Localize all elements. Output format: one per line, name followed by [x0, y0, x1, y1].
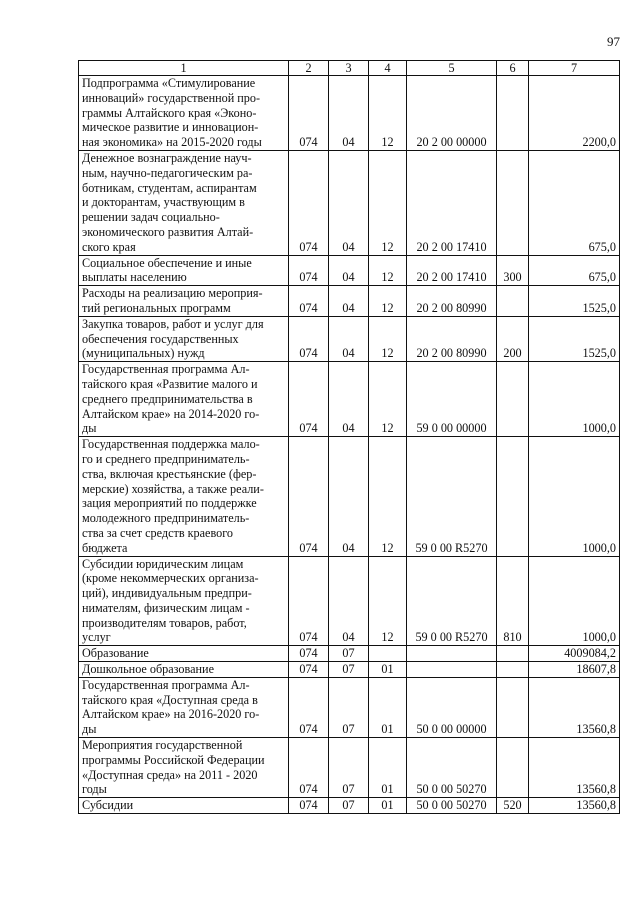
item-name-line: ная экономика» на 2015-2020 годы [82, 135, 262, 150]
item-name-line: Алтайском крае» на 2014-2020 го- [82, 406, 260, 421]
item-name-line: решении задач социально- [82, 210, 220, 225]
cell-subsection-code: 01 [369, 662, 407, 678]
cell-section-code: 04 [329, 556, 369, 646]
cell-amount: 2200,0 [529, 76, 620, 151]
item-name-line: молодежного предприниматель- [82, 511, 250, 526]
table-row [79, 437, 620, 556]
cell-subsection-code: 12 [369, 316, 407, 361]
cell-subsection-code: 12 [369, 362, 407, 437]
item-name-line: ций), индивидуальным предпри- [82, 586, 252, 601]
cell-ministry-code: 074 [289, 556, 329, 646]
cell-amount: 13560,8 [529, 798, 620, 814]
item-name-line: годы [82, 782, 107, 797]
item-name-line: тий региональных программ [82, 300, 231, 315]
table-row [79, 316, 620, 361]
cell-section-code: 07 [329, 798, 369, 814]
cell-ministry-code: 074 [289, 437, 329, 556]
table-row [79, 646, 620, 662]
cell-subsection-code: 12 [369, 150, 407, 255]
cell-subsection-code: 12 [369, 286, 407, 317]
item-name-line: Денежное вознаграждение науч- [82, 150, 252, 165]
item-name-line: тайского края «Доступная среда в [82, 692, 258, 707]
cell-ministry-code: 074 [289, 362, 329, 437]
cell-expense-type [497, 662, 529, 678]
cell-amount: 1525,0 [529, 286, 620, 317]
item-name-line: и докторантам, участвующим в [82, 195, 245, 210]
cell-item-name [79, 362, 289, 437]
item-name-line: Подпрограмма «Стимулирование [82, 76, 256, 90]
cell-expense-type [497, 646, 529, 662]
table-row [79, 76, 620, 151]
item-name-line: (муниципальных) нужд [82, 346, 205, 361]
cell-amount: 13560,8 [529, 738, 620, 798]
item-name-line: зация мероприятий по поддержке [82, 496, 257, 511]
table-row [79, 255, 620, 286]
cell-target-article: 20 2 00 17410 [407, 150, 497, 255]
cell-subsection-code: 12 [369, 437, 407, 556]
cell-target-article: 59 0 00 00000 [407, 362, 497, 437]
item-name-line: услуг [82, 630, 111, 645]
cell-expense-type [497, 677, 529, 737]
cell-ministry-code: 074 [289, 646, 329, 662]
cell-ministry-code: 074 [289, 76, 329, 151]
cell-subsection-code: 01 [369, 738, 407, 798]
cell-ministry-code: 074 [289, 150, 329, 255]
item-name-line: программы Российской Федерации [82, 752, 265, 767]
column-header-2: 2 [289, 61, 329, 76]
cell-expense-type [497, 286, 529, 317]
cell-section-code: 04 [329, 316, 369, 361]
cell-target-article: 20 2 00 00000 [407, 76, 497, 151]
cell-target-article: 59 0 00 R5270 [407, 556, 497, 646]
cell-expense-type: 300 [497, 255, 529, 286]
item-name-line: ства за счет средств краевого [82, 525, 234, 540]
cell-item-name [79, 76, 289, 151]
cell-subsection-code: 01 [369, 677, 407, 737]
cell-ministry-code: 074 [289, 286, 329, 317]
header-row [79, 61, 620, 76]
cell-expense-type: 810 [497, 556, 529, 646]
cell-amount: 1525,0 [529, 316, 620, 361]
item-name-line: Социальное обеспечение и иные [82, 255, 252, 270]
table-row [79, 662, 620, 678]
cell-section-code: 07 [329, 677, 369, 737]
item-name-line: Закупка товаров, работ и услуг для [82, 316, 264, 331]
cell-item-name [79, 646, 289, 662]
cell-section-code: 04 [329, 362, 369, 437]
cell-expense-type: 520 [497, 798, 529, 814]
cell-target-article: 50 0 00 50270 [407, 798, 497, 814]
cell-target-article: 50 0 00 50270 [407, 738, 497, 798]
budget-table [78, 60, 620, 814]
cell-expense-type: 200 [497, 316, 529, 361]
item-name-line: мическое развитие и инновацион- [82, 120, 259, 135]
cell-expense-type [497, 738, 529, 798]
cell-ministry-code: 074 [289, 798, 329, 814]
item-name-line: Дошкольное образование [82, 662, 214, 677]
cell-expense-type [497, 437, 529, 556]
cell-section-code: 07 [329, 662, 369, 678]
cell-amount: 1000,0 [529, 437, 620, 556]
cell-section-code: 04 [329, 437, 369, 556]
cell-item-name [79, 662, 289, 678]
cell-section-code: 04 [329, 286, 369, 317]
cell-item-name [79, 556, 289, 646]
column-header-4: 4 [369, 61, 407, 76]
table-row [79, 362, 620, 437]
item-name-line: ды [82, 722, 97, 737]
cell-item-name [79, 677, 289, 737]
cell-target-article: 50 0 00 00000 [407, 677, 497, 737]
cell-target-article [407, 646, 497, 662]
cell-item-name [79, 150, 289, 255]
cell-item-name [79, 316, 289, 361]
cell-target-article: 59 0 00 R5270 [407, 437, 497, 556]
cell-section-code: 07 [329, 646, 369, 662]
cell-amount: 675,0 [529, 255, 620, 286]
cell-target-article [407, 662, 497, 678]
item-name-line: ным, научно-педагогическим ра- [82, 165, 253, 180]
item-name-line: «Доступная среда» на 2011 - 2020 [82, 767, 258, 782]
column-header-7: 7 [529, 61, 620, 76]
table-row [79, 677, 620, 737]
cell-section-code: 04 [329, 76, 369, 151]
cell-amount: 13560,8 [529, 677, 620, 737]
cell-item-name [79, 798, 289, 814]
item-name-line: мерские) хозяйства, а также реали- [82, 481, 264, 496]
cell-item-name [79, 437, 289, 556]
cell-section-code: 04 [329, 150, 369, 255]
item-name-line: ства, включая крестьянские (фер- [82, 466, 257, 481]
item-name-line: Образование [82, 646, 149, 661]
item-name-line: тайского края «Развитие малого и [82, 376, 258, 391]
column-header-3: 3 [329, 61, 369, 76]
item-name-line: граммы Алтайского края «Эконо- [82, 105, 257, 120]
cell-expense-type [497, 76, 529, 151]
cell-section-code: 07 [329, 738, 369, 798]
cell-target-article: 20 2 00 17410 [407, 255, 497, 286]
item-name-line: Мероприятия государственной [82, 738, 243, 753]
cell-amount: 4009084,2 [529, 646, 620, 662]
cell-item-name [79, 286, 289, 317]
cell-subsection-code [369, 646, 407, 662]
table-row [79, 798, 620, 814]
cell-item-name [79, 255, 289, 286]
cell-ministry-code: 074 [289, 662, 329, 678]
item-name-line: инноваций» государственной про- [82, 90, 261, 105]
item-name-line: ботникам, студентам, аспирантам [82, 180, 257, 195]
item-name-line: Государственная программа Ал- [82, 362, 250, 377]
cell-target-article: 20 2 00 80990 [407, 316, 497, 361]
cell-expense-type [497, 150, 529, 255]
item-name-line: (кроме некоммерческих организа- [82, 571, 259, 586]
item-name-line: Государственная программа Ал- [82, 677, 250, 692]
cell-expense-type [497, 362, 529, 437]
cell-amount: 675,0 [529, 150, 620, 255]
column-header-5: 5 [407, 61, 497, 76]
item-name-line: Субсидии юридическим лицам [82, 556, 244, 571]
item-name-line: нимателям, физическим лицам - [82, 600, 250, 615]
item-name-line: Алтайском крае» на 2016-2020 го- [82, 707, 260, 722]
table-row [79, 150, 620, 255]
table-row [79, 556, 620, 646]
item-name-line: экономического развития Алтай- [82, 224, 254, 239]
item-name-line: производителям товаров, работ, [82, 615, 247, 630]
cell-amount: 18607,8 [529, 662, 620, 678]
cell-item-name [79, 738, 289, 798]
item-name-line: Государственная поддержка мало- [82, 437, 260, 452]
item-name-line: Расходы на реализацию мероприя- [82, 286, 263, 301]
item-name-line: среднего предпринимательства в [82, 391, 253, 406]
cell-ministry-code: 074 [289, 738, 329, 798]
item-name-line: выплаты населению [82, 270, 187, 285]
cell-ministry-code: 074 [289, 255, 329, 286]
cell-subsection-code: 01 [369, 798, 407, 814]
cell-subsection-code: 12 [369, 255, 407, 286]
item-name-line: бюджета [82, 540, 128, 555]
cell-amount: 1000,0 [529, 556, 620, 646]
cell-ministry-code: 074 [289, 677, 329, 737]
item-name-line: Субсидии [82, 798, 134, 813]
item-name-line: ского края [82, 239, 136, 254]
item-name-line: ды [82, 421, 97, 436]
table-row [79, 286, 620, 317]
table-body [79, 76, 620, 814]
column-header-6: 6 [497, 61, 529, 76]
cell-subsection-code: 12 [369, 76, 407, 151]
cell-ministry-code: 074 [289, 316, 329, 361]
column-header-1: 1 [79, 61, 289, 76]
item-name-line: го и среднего предприниматель- [82, 451, 250, 466]
cell-subsection-code: 12 [369, 556, 407, 646]
item-name-line: обеспечения государственных [82, 331, 239, 346]
cell-section-code: 04 [329, 255, 369, 286]
cell-amount: 1000,0 [529, 362, 620, 437]
page-number: 97 [607, 34, 620, 49]
table-row [79, 738, 620, 798]
cell-target-article: 20 2 00 80990 [407, 286, 497, 317]
